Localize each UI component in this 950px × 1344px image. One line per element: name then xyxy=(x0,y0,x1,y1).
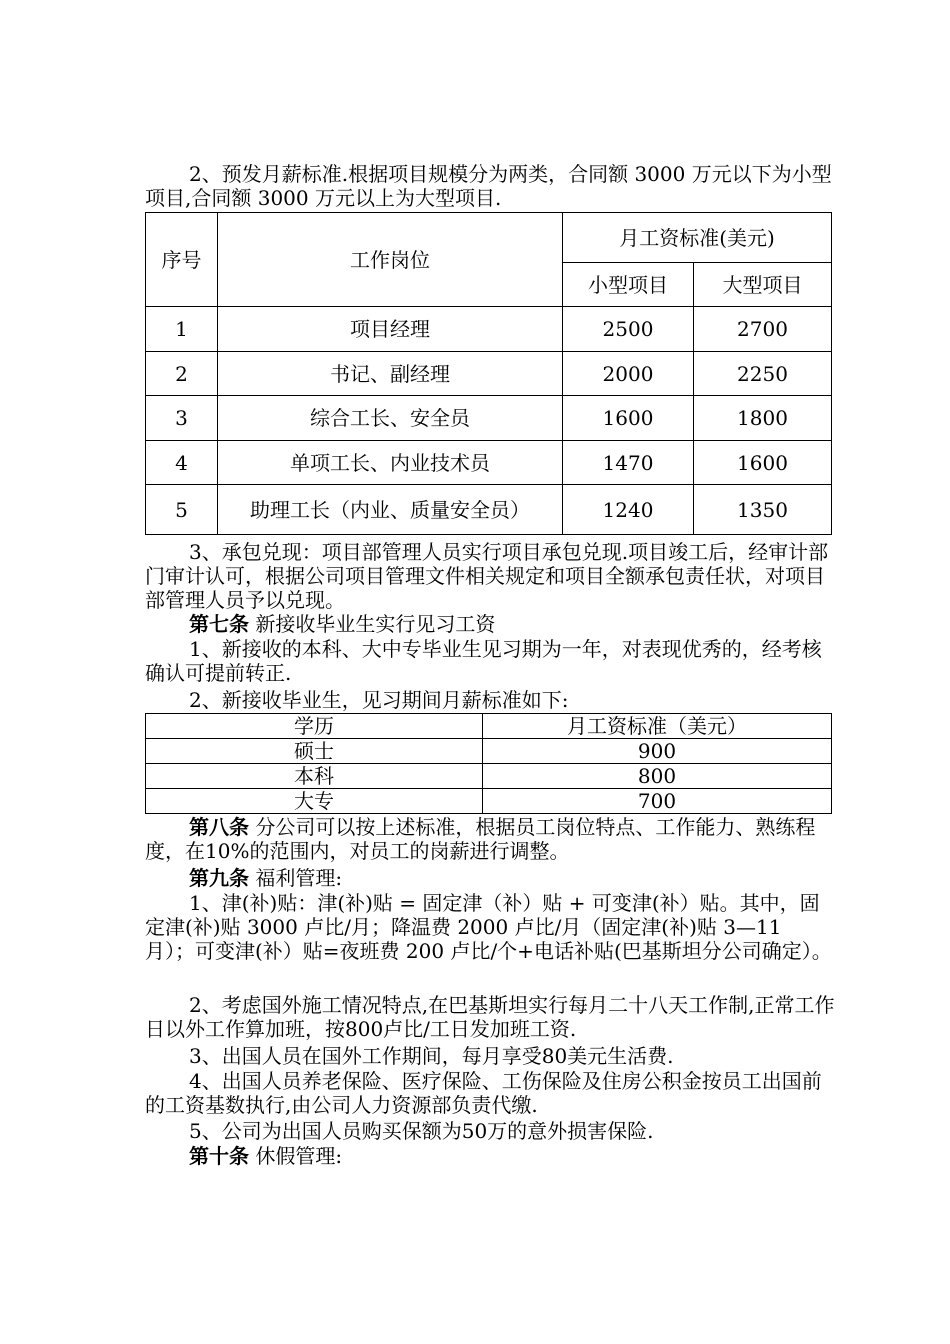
article-10-heading xyxy=(145,1144,835,1168)
article-10-title: 第十条 xyxy=(189,1144,249,1168)
cell-education: 本科 xyxy=(146,764,483,789)
header-serial-number: 序号 xyxy=(146,213,218,307)
cell-position: 助理工长（内业、质量安全员） xyxy=(218,485,563,535)
cell-small: 1470 xyxy=(563,441,694,485)
article-8-title: 第八条 xyxy=(189,815,249,839)
article-8-text: 分公司可以按上述标准，根据员工岗位特点、工作能力、熟练程度，在10%的范围内，对员工的岗薪进行调整。 xyxy=(145,815,816,863)
article-9-text: 福利管理: xyxy=(249,866,343,890)
header-position: 工作岗位 xyxy=(218,213,563,307)
cell-serial: 5 xyxy=(146,485,218,535)
header-small-project: 小型项目 xyxy=(563,263,694,307)
article-7-title: 第七条 xyxy=(189,612,249,636)
cell-serial: 3 xyxy=(146,396,218,441)
paragraph-accident-insurance: 5、公司为出国人员购买保额为50万的意外损害保险. xyxy=(189,1119,654,1143)
paragraph-probation-period: 1、新接收的本科、大中专毕业生见习期为一年，对表现优秀的，经考核确认可提前转正. xyxy=(145,637,822,685)
cell-education: 硕士 xyxy=(146,739,483,764)
table-row xyxy=(146,352,832,396)
cell-small: 1600 xyxy=(563,396,694,441)
article-10-text: 休假管理: xyxy=(249,1144,343,1168)
cell-small: 2500 xyxy=(563,307,694,352)
table-row xyxy=(146,739,832,764)
paragraph-insurance: 4、出国人员养老保险、医疗保险、工伤保险及住房公积金按员工出国前的工资基数执行,由公司人力资源部负责代缴. xyxy=(145,1069,822,1117)
paragraph-allowance: 1、津(补)贴：津(补)贴 = 固定津（补）贴 + 可变津(补）贴。其中，固定津(补)贴 3000 卢比/月；降温费 2000 卢比/月（固定津(补)贴 3—11 月）；可变津(补）贴=夜班费 200 卢比/个+电话补贴(巴基斯坦分公司确定）。 xyxy=(145,891,832,963)
article-7-heading xyxy=(145,612,835,636)
cell-salary: 700 xyxy=(483,789,832,814)
paragraph-graduate-salary-intro: 2、新接收毕业生，见习期间月薪标准如下: xyxy=(189,688,569,712)
cell-small: 1240 xyxy=(563,485,694,535)
table-row xyxy=(146,789,832,814)
cell-small: 2000 xyxy=(563,352,694,396)
cell-large: 1800 xyxy=(694,396,832,441)
table-row xyxy=(146,485,832,535)
table-row xyxy=(146,764,832,789)
cell-serial: 4 xyxy=(146,441,218,485)
paragraph-monthly-salary-standard: 2、预发月薪标准.根据项目规模分为两类，合同额 3000 万元以下为小型项目,合同额 3000 万元以上为大型项目. xyxy=(145,162,832,210)
cell-position: 单项工长、内业技术员 xyxy=(218,441,563,485)
cell-large: 2700 xyxy=(694,307,832,352)
cell-salary: 800 xyxy=(483,764,832,789)
table-row xyxy=(146,396,832,441)
cell-position: 项目经理 xyxy=(218,307,563,352)
salary-standard-table xyxy=(145,212,832,535)
cell-large: 2250 xyxy=(694,352,832,396)
header-education: 学历 xyxy=(146,714,483,739)
article-9-title: 第九条 xyxy=(189,866,249,890)
cell-education: 大专 xyxy=(146,789,483,814)
header-monthly-salary-standard: 月工资标准(美元) xyxy=(563,213,832,263)
header-monthly-salary: 月工资标准（美元） xyxy=(483,714,832,739)
cell-position: 书记、副经理 xyxy=(218,352,563,396)
table-row xyxy=(146,441,832,485)
paragraph-contract-settlement: 3、承包兑现：项目部管理人员实行项目承包兑现.项目竣工后，经审计部门审计认可，根据公司项目管理文件相关规定和项目全额承包责任状，对项目部管理人员予以兑现。 xyxy=(145,540,829,612)
header-large-project: 大型项目 xyxy=(694,263,832,307)
table-row xyxy=(146,307,832,352)
paragraph-living-allowance: 3、出国人员在国外工作期间，每月享受80美元生活费. xyxy=(189,1044,674,1068)
cell-serial: 1 xyxy=(146,307,218,352)
graduate-salary-table xyxy=(145,713,832,814)
paragraph-work-schedule: 2、考虑国外施工情况特点,在巴基斯坦实行每月二十八天工作制,正常工作日以外工作算加班，按800卢比/工日发加班工资. xyxy=(145,993,835,1041)
cell-serial: 2 xyxy=(146,352,218,396)
cell-position: 综合工长、安全员 xyxy=(218,396,563,441)
article-9-heading xyxy=(145,866,835,890)
article-7-text: 新接收毕业生实行见习工资 xyxy=(249,612,496,636)
cell-salary: 900 xyxy=(483,739,832,764)
cell-large: 1350 xyxy=(694,485,832,535)
cell-large: 1600 xyxy=(694,441,832,485)
article-8-paragraph xyxy=(145,815,835,863)
